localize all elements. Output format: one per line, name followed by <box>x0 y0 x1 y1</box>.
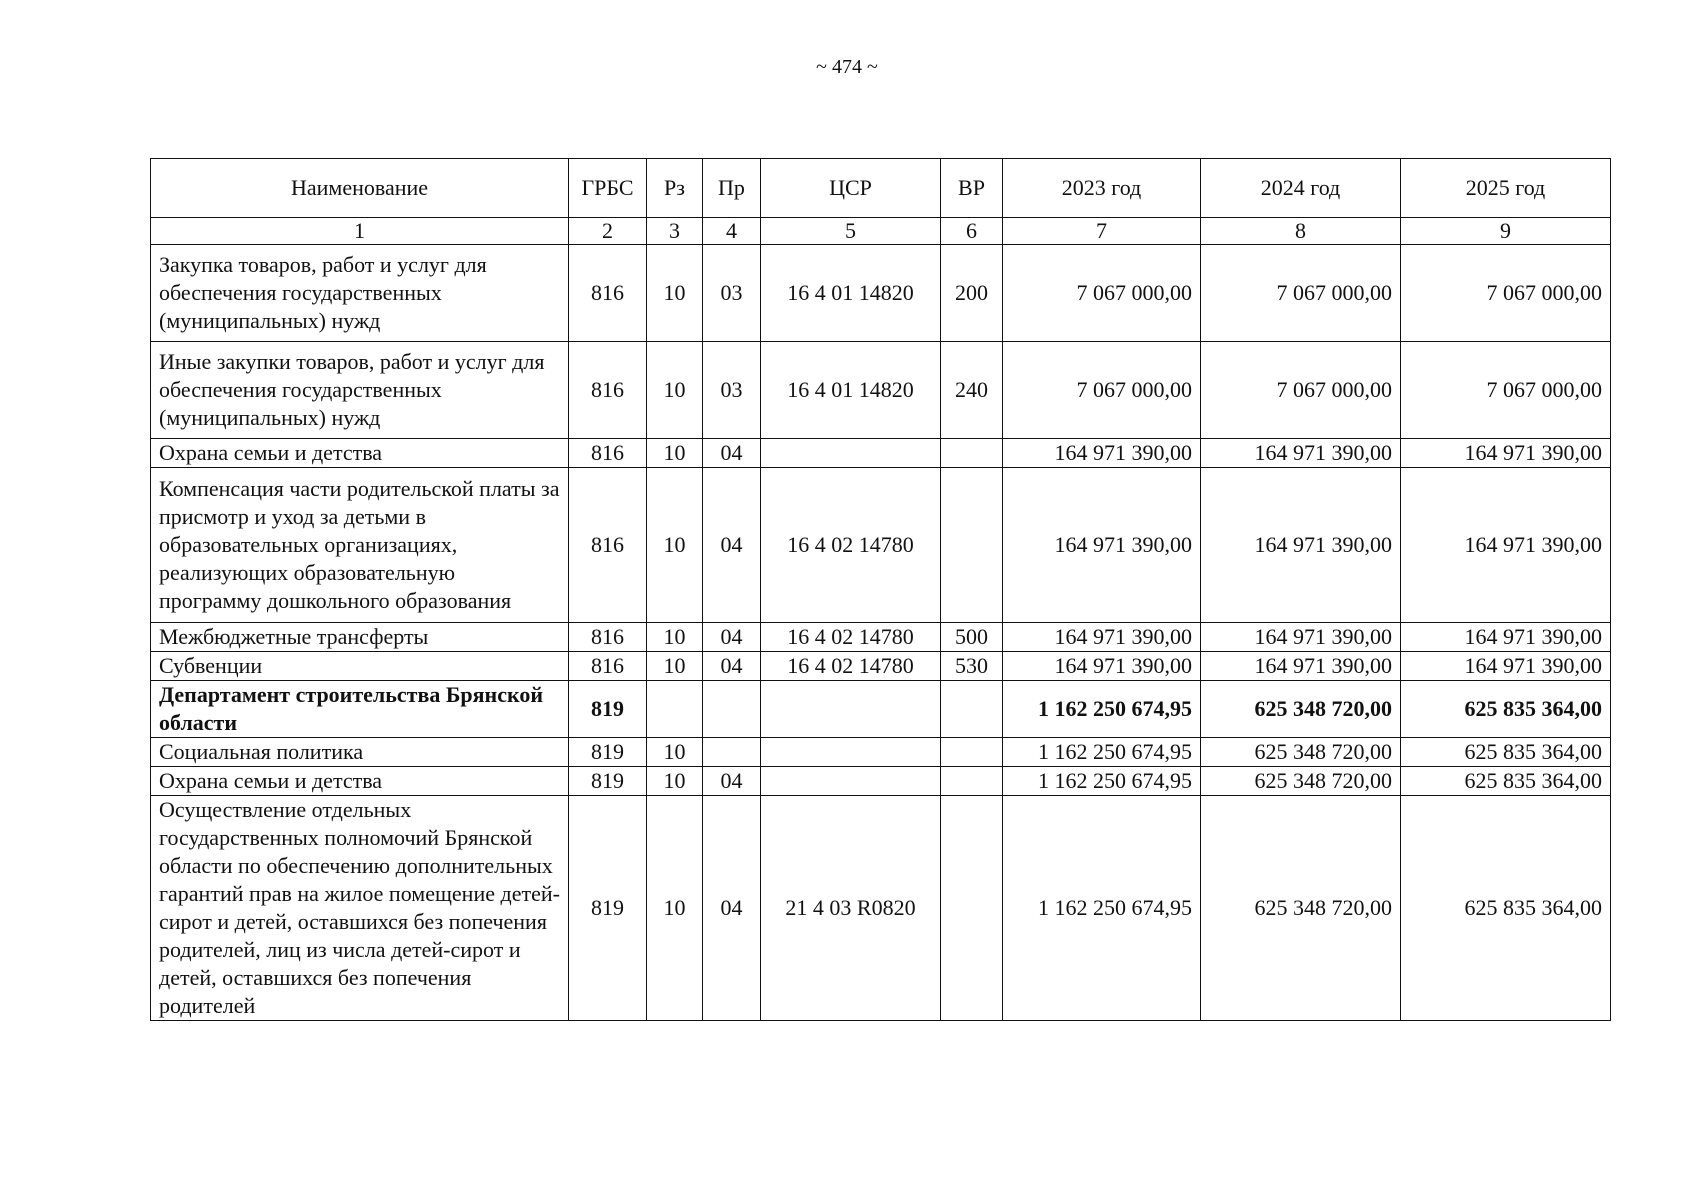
cell-name: Охрана семьи и детства <box>151 767 569 796</box>
cell-grbs: 819 <box>569 681 647 738</box>
table-row <box>151 439 1611 468</box>
budget-table <box>150 158 1611 1021</box>
cell-pr: 04 <box>703 652 761 681</box>
cell-2025: 625 835 364,00 <box>1401 681 1611 738</box>
cell-2024: 625 348 720,00 <box>1201 681 1401 738</box>
cell-2023: 7 067 000,00 <box>1003 342 1201 439</box>
cell-pr: 03 <box>703 245 761 342</box>
cell-pr: 03 <box>703 342 761 439</box>
page-number: ~ 474 ~ <box>816 56 878 78</box>
cell-vr <box>941 681 1003 738</box>
cell-vr: 530 <box>941 652 1003 681</box>
cell-rz: 10 <box>647 342 703 439</box>
cell-name: Осуществление отдельных государственных полномочий Брянской области по обеспечению дополнительных гарантий прав на жилое помещение детей-сирот и детей, оставшихся без попечения родителей, лиц из числа детей-сирот и детей, оставшихся без попечения родителей <box>151 796 569 1021</box>
cell-2025: 7 067 000,00 <box>1401 245 1611 342</box>
cell-2024: 625 348 720,00 <box>1201 767 1401 796</box>
cell-csr <box>761 439 941 468</box>
cell-csr: 16 4 01 14820 <box>761 245 941 342</box>
cell-2023: 164 971 390,00 <box>1003 652 1201 681</box>
cell-2025: 625 835 364,00 <box>1401 796 1611 1021</box>
header-grbs: ГРБС <box>569 159 647 218</box>
column-number: 2 <box>569 218 647 245</box>
column-number: 3 <box>647 218 703 245</box>
cell-pr: 04 <box>703 767 761 796</box>
cell-csr: 16 4 01 14820 <box>761 342 941 439</box>
cell-2024: 164 971 390,00 <box>1201 468 1401 623</box>
cell-rz: 10 <box>647 468 703 623</box>
cell-2024: 164 971 390,00 <box>1201 652 1401 681</box>
cell-2023: 1 162 250 674,95 <box>1003 796 1201 1021</box>
cell-vr <box>941 468 1003 623</box>
column-number: 9 <box>1401 218 1611 245</box>
cell-2025: 625 835 364,00 <box>1401 738 1611 767</box>
table-row <box>151 245 1611 342</box>
cell-2024: 7 067 000,00 <box>1201 342 1401 439</box>
header-pr: Пр <box>703 159 761 218</box>
cell-2025: 164 971 390,00 <box>1401 468 1611 623</box>
cell-grbs: 816 <box>569 468 647 623</box>
cell-csr: 16 4 02 14780 <box>761 623 941 652</box>
cell-grbs: 816 <box>569 623 647 652</box>
table-row <box>151 652 1611 681</box>
cell-rz <box>647 681 703 738</box>
cell-pr: 04 <box>703 468 761 623</box>
column-number: 1 <box>151 218 569 245</box>
header-2024: 2024 год <box>1201 159 1401 218</box>
cell-pr: 04 <box>703 796 761 1021</box>
cell-2024: 625 348 720,00 <box>1201 738 1401 767</box>
cell-2023: 1 162 250 674,95 <box>1003 738 1201 767</box>
table-row <box>151 468 1611 623</box>
cell-vr <box>941 738 1003 767</box>
cell-2025: 7 067 000,00 <box>1401 342 1611 439</box>
cell-grbs: 819 <box>569 767 647 796</box>
cell-name: Иные закупки товаров, работ и услуг для обеспечения государственных (муниципальных) нужд <box>151 342 569 439</box>
cell-rz: 10 <box>647 652 703 681</box>
cell-csr: 16 4 02 14780 <box>761 468 941 623</box>
cell-rz: 10 <box>647 767 703 796</box>
header-2023: 2023 год <box>1003 159 1201 218</box>
column-number: 6 <box>941 218 1003 245</box>
cell-2023: 1 162 250 674,95 <box>1003 681 1201 738</box>
cell-rz: 10 <box>647 796 703 1021</box>
cell-grbs: 819 <box>569 738 647 767</box>
table-row <box>151 738 1611 767</box>
cell-2025: 164 971 390,00 <box>1401 652 1611 681</box>
cell-2024: 625 348 720,00 <box>1201 796 1401 1021</box>
cell-2023: 7 067 000,00 <box>1003 245 1201 342</box>
column-number: 7 <box>1003 218 1201 245</box>
cell-grbs: 816 <box>569 652 647 681</box>
cell-rz: 10 <box>647 623 703 652</box>
cell-pr <box>703 681 761 738</box>
cell-name: Компенсация части родительской платы за присмотр и уход за детьми в образовательных организациях, реализующих образовательную программу дошкольного образования <box>151 468 569 623</box>
header-rz: Рз <box>647 159 703 218</box>
cell-2023: 164 971 390,00 <box>1003 623 1201 652</box>
cell-name: Закупка товаров, работ и услуг для обеспечения государственных (муниципальных) нужд <box>151 245 569 342</box>
header-name: Наименование <box>151 159 569 218</box>
table-header-row <box>151 159 1611 218</box>
cell-csr <box>761 738 941 767</box>
cell-csr: 16 4 02 14780 <box>761 652 941 681</box>
cell-2024: 164 971 390,00 <box>1201 623 1401 652</box>
header-csr: ЦСР <box>761 159 941 218</box>
table-row <box>151 796 1611 1021</box>
cell-name: Межбюджетные трансферты <box>151 623 569 652</box>
cell-vr <box>941 439 1003 468</box>
cell-grbs: 816 <box>569 439 647 468</box>
cell-2023: 164 971 390,00 <box>1003 468 1201 623</box>
cell-name: Субвенции <box>151 652 569 681</box>
column-numbers-row <box>151 218 1611 245</box>
cell-grbs: 816 <box>569 342 647 439</box>
cell-2025: 164 971 390,00 <box>1401 623 1611 652</box>
cell-vr <box>941 767 1003 796</box>
cell-pr: 04 <box>703 439 761 468</box>
cell-2025: 625 835 364,00 <box>1401 767 1611 796</box>
cell-2023: 164 971 390,00 <box>1003 439 1201 468</box>
column-number: 5 <box>761 218 941 245</box>
header-vr: ВР <box>941 159 1003 218</box>
cell-vr: 240 <box>941 342 1003 439</box>
cell-2024: 7 067 000,00 <box>1201 245 1401 342</box>
cell-pr <box>703 738 761 767</box>
cell-rz: 10 <box>647 439 703 468</box>
header-2025: 2025 год <box>1401 159 1611 218</box>
cell-vr: 200 <box>941 245 1003 342</box>
cell-name: Департамент строительства Брянской области <box>151 681 569 738</box>
table-row <box>151 767 1611 796</box>
column-number: 4 <box>703 218 761 245</box>
cell-2024: 164 971 390,00 <box>1201 439 1401 468</box>
cell-2023: 1 162 250 674,95 <box>1003 767 1201 796</box>
table-row <box>151 342 1611 439</box>
cell-vr <box>941 796 1003 1021</box>
cell-grbs: 819 <box>569 796 647 1021</box>
cell-csr: 21 4 03 R0820 <box>761 796 941 1021</box>
cell-csr <box>761 767 941 796</box>
table-row <box>151 623 1611 652</box>
cell-pr: 04 <box>703 623 761 652</box>
cell-grbs: 816 <box>569 245 647 342</box>
column-number: 8 <box>1201 218 1401 245</box>
cell-name: Охрана семьи и детства <box>151 439 569 468</box>
cell-rz: 10 <box>647 245 703 342</box>
cell-vr: 500 <box>941 623 1003 652</box>
cell-2025: 164 971 390,00 <box>1401 439 1611 468</box>
cell-rz: 10 <box>647 738 703 767</box>
cell-name: Социальная политика <box>151 738 569 767</box>
cell-csr <box>761 681 941 738</box>
table-row-total <box>151 681 1611 738</box>
